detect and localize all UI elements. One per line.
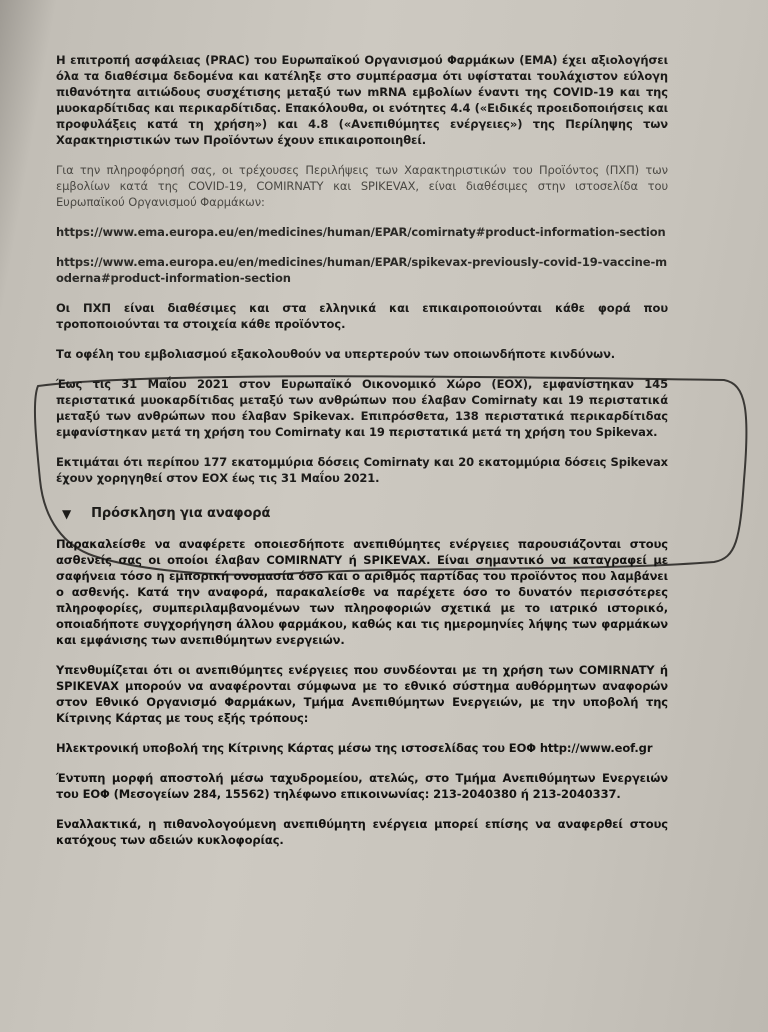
comirnaty-link[interactable]: https://www.ema.europa.eu/en/medicines/human/EPAR/comirnaty#product-information-section (56, 225, 666, 239)
intro-paragraph: Η επιτροπή ασφάλειας (PRAC) του Ευρωπαϊκού Οργανισμού Φαρμάκων (EMA) έχει αξιολογήσει όλα τα διαθέσιμα δεδομένα και κατέληξε στο συμπέρασμα ότι υφίσταται τουλάχιστον εύλογη πιθανότητα αιτιώδους συσχέτισης μεταξύ των mRNA εμβολίων έναντι της COVID-19 και της μυοκαρδίτιδας και περικαρδίτιδας. Επακόλουθα, οι ενότητες 4.4 («Ειδικές προειδοποιήσεις και προφυλάξεις κατά τη χρήση») και 4.8 («Ανεπιθύμητες ενέργειες») της Περίληψης των Χαρακτηριστικών των Προϊόντων έχουν επικαιροποιηθεί. (56, 53, 668, 147)
cases-paragraph: Έως τις 31 Μαΐου 2021 στον Ευρωπαϊκό Οικονομικό Χώρο (ΕΟΧ), εμφανίστηκαν 145 περιστατικά μυοκαρδίτιδας μεταξύ των ανθρώπων που έλαβαν Comirnaty και 19 περιστατικά μεταξύ των ανθρώπων που έλαβαν Spikevax. Επιπρόσθετα, 138 περιστατικά περικαρδίτιδας εμφανίστηκαν μετά τη χρήση του Comirnaty και 19 περιστατικά μετά τη χρήση του Spikevax. (56, 377, 668, 439)
spc-info-paragraph: Για την πληροφόρησή σας, οι τρέχουσες Περιλήψεις των Χαρακτηριστικών του Προϊόντος (ΠΧΠ) των εμβολίων κατά της COVID-19, COMIRNATY και SPIKEVAX, είναι διαθέσιμες στην ιστοσελίδα του Ευρωπαϊκού Οργανισμού Φαρμάκων: (56, 163, 668, 209)
section-heading (62, 506, 668, 522)
report-request-paragraph: Παρακαλείσθε να αναφέρετε οποιεσδήποτε ανεπιθύμητες ενέργειες παρουσιάζονται στους ασθενείς σας οι οποίοι έλαβαν COMIRNATY ή SPIKEVAX. Είναι σημαντικό να καταγραφεί με σαφήνεια τόσο η εμπορική ονομασία όσο και ο αριθμός παρτίδας του προϊόντος που λαμβάνει ο ασθενής. Κατά την αναφορά, παρακαλείσθε να παρέχετε όσο το δυνατόν περισσότερες πληροφορίες, συμπεριλαμβανομένων των πληροφοριών σχετικά με το ιατρικό ιστορικό, οποιαδήποτε συγχορήγηση άλλου φαρμάκου, καθώς και τις ημερομηνίες λήψης των φαρμάκων και εμφάνισης των ανεπιθύμητων ενεργειών. (56, 537, 668, 647)
doses-paragraph: Εκτιμάται ότι περίπου 177 εκατομμύρια δόσεις Comirnaty και 20 εκατομμύρια δόσεις Spikevax έχουν χορηγηθεί στον ΕΟΧ έως τις 31 Μαΐου 2021. (56, 455, 668, 485)
document-body (56, 52, 668, 862)
section-title: Πρόσκληση για αναφορά (91, 506, 271, 521)
greek-availability-paragraph: Οι ΠΧΠ είναι διαθέσιμες και στα ελληνικά και επικαιροποιούνται κάθε φορά που τροποποιούνται τα στοιχεία κάθε προϊόντος. (56, 301, 668, 331)
spikevax-link[interactable]: https://www.ema.europa.eu/en/medicines/human/EPAR/spikevax-previously-covid-19-vaccine-moderna#product-information-section (56, 255, 668, 285)
postal-submission-paragraph: Έντυπη μορφή αποστολή μέσω ταχυδρομείου, ατελώς, στο Τμήμα Ανεπιθύμητων Ενεργειών του ΕΟΦ (Μεσογείων 284, 15562) τηλέφωνο επικοινωνίας: 213-2040380 ή 213-2040337. (56, 771, 668, 801)
triangle-icon: ▼ (62, 507, 72, 521)
reminder-paragraph: Υπενθυμίζεται ότι οι ανεπιθύμητες ενέργειες που συνδέονται με τη χρήση των COMIRNATY ή SPIKEVAX μπορούν να αναφέρονται σύμφωνα με το εθνικό σύστημα αυθόρμητων αναφορών στον Εθνικό Οργανισμό Φαρμάκων, Τμήμα Ανεπιθύμητων Ενεργειών, με την υποβολή της Κίτρινης Κάρτας με τους εξής τρόπους: (56, 663, 668, 725)
electronic-submission-paragraph: Ηλεκτρονική υποβολή της Κίτρινης Κάρτας μέσω της ιστοσελίδας του ΕΟΦ http://www.eof.gr (56, 741, 653, 755)
benefits-statement: Τα οφέλη του εμβολιασμού εξακολουθούν να υπερτερούν των οποιωνδήποτε κινδύνων. (56, 347, 616, 361)
alternative-reporting-paragraph: Εναλλακτικά, η πιθανολογούμενη ανεπιθύμητη ενέργεια μπορεί επίσης να αναφερθεί στους κατόχους των αδειών κυκλοφορίας. (56, 817, 668, 847)
